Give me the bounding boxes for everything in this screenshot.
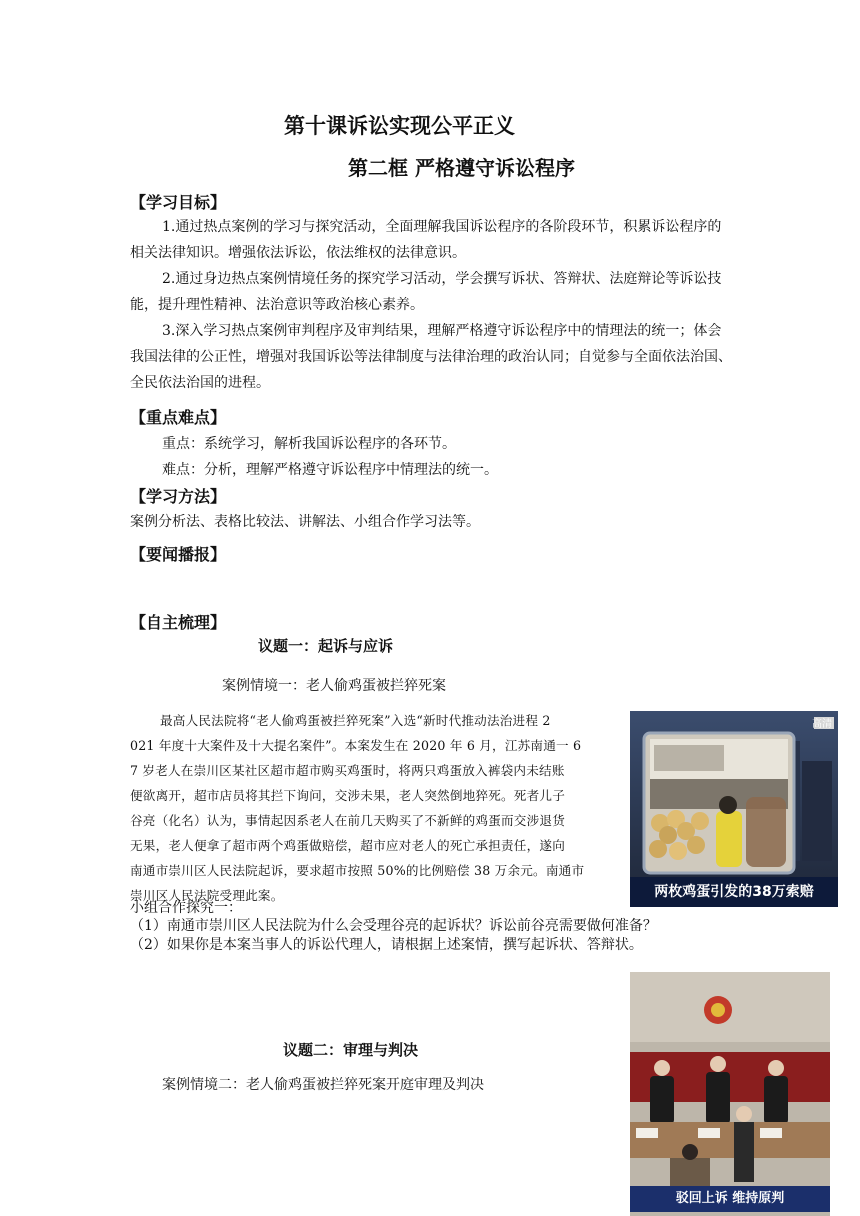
- story-line: 南通市崇川区人民法院起诉，要求超市按照 50%的比例赔偿 38 万余元。南通市: [130, 863, 585, 878]
- news-photo-courtroom: [630, 972, 830, 1216]
- news-photo-supermarket: [630, 711, 838, 907]
- goal-paragraph-2: 2.通过身边热点案例情境任务的探究学习活动，学会撰写诉状、答辩状、法庭辩论等诉讼技能，提升理性精神、法治意识等政治核心素养。: [130, 271, 722, 313]
- story-line: 崇川区人民法院受理此案。: [130, 888, 284, 903]
- goal-paragraph-1: 1.通过热点案例的学习与探究活动，全面理解我国诉讼程序的各阶段环节，积累诉讼程序的相关法律知识。增强依法诉讼，依法维权的法律意识。: [130, 219, 722, 261]
- group-title: 小组合作探究一：: [130, 900, 242, 916]
- photo2-caption: 驳回上诉 维持原判: [630, 1186, 830, 1212]
- case2-title: 案例情境二：老人偷鸡蛋被拦猝死案开庭审理及判决: [162, 1077, 484, 1093]
- page-title: 第十课诉讼实现公平正义: [284, 114, 515, 138]
- story-line: 无果，老人便拿了超市两个鸡蛋做赔偿，超市应对老人的死亡承担责任，遂向: [130, 838, 565, 853]
- case1-story: [130, 708, 620, 908]
- photo1-caption: 两枚鸡蛋引发的38万索赔: [630, 877, 838, 907]
- case1-title: 案例情境一：老人偷鸡蛋被拦猝死案: [222, 678, 446, 694]
- page-subtitle: 第二框 严格遵守诉讼程序: [348, 156, 575, 180]
- key-heading: 【重点难点】: [130, 408, 227, 427]
- story-line: 021 年度十大案件及十大提名案件”。本案发生在 2020 年 6 月，江苏南通一 6: [130, 738, 582, 753]
- goal-paragraph-3: 3.深入学习热点案例审判程序及审判结果，理解严格遵守诉讼程序中的情理法的统一；体会我国法律的公正性，增强对我国诉讼等法律制度与法律治理的政治认同；自觉参与全面依法治国、全民依法治国的进程。: [130, 323, 732, 391]
- goals-heading: 【学习目标】: [130, 193, 227, 212]
- self-study-heading: 【自主梳理】: [130, 613, 227, 632]
- story-line: 便欲离开，超市店员将其拦下询问，交涉未果，老人突然倒地猝死。死者儿子: [130, 788, 565, 803]
- methods-text: 案例分析法、表格比较法、讲解法、小组合作学习法等。: [130, 514, 480, 530]
- news-heading: 【要闻播报】: [130, 545, 227, 564]
- hd-badge: 高清: [812, 719, 832, 730]
- key-point: 重点：系统学习，解析我国诉讼程序的各环节。: [162, 436, 456, 452]
- question-2: （2）如果你是本案当事人的诉讼代理人，请根据上述案情，撰写起诉状、答辩状。: [130, 937, 643, 953]
- question-1: （1）南通市崇川区人民法院为什么会受理谷亮的起诉状？诉讼前谷亮需要做何准备？: [130, 918, 657, 934]
- topic2-title: 议题二：审理与判决: [283, 1041, 419, 1059]
- courtroom-scene-illustration: [630, 972, 830, 1216]
- method-heading: 【学习方法】: [130, 487, 227, 506]
- topic1-title: 议题一：起诉与应诉: [258, 637, 394, 655]
- story-line: 最高人民法院将“老人偷鸡蛋被拦猝死案”入选“新时代推动法治进程 2: [160, 713, 551, 728]
- story-line: 7 岁老人在崇川区某社区超市超市购买鸡蛋时，将两只鸡蛋放入裤袋内未结账: [130, 763, 565, 778]
- difficult-point: 难点：分析，理解严格遵守诉讼程序中情理法的统一。: [162, 462, 498, 478]
- story-line: 谷亮（化名）认为，事情起因系老人在前几天购买了不新鲜的鸡蛋而交涉退货: [130, 813, 565, 828]
